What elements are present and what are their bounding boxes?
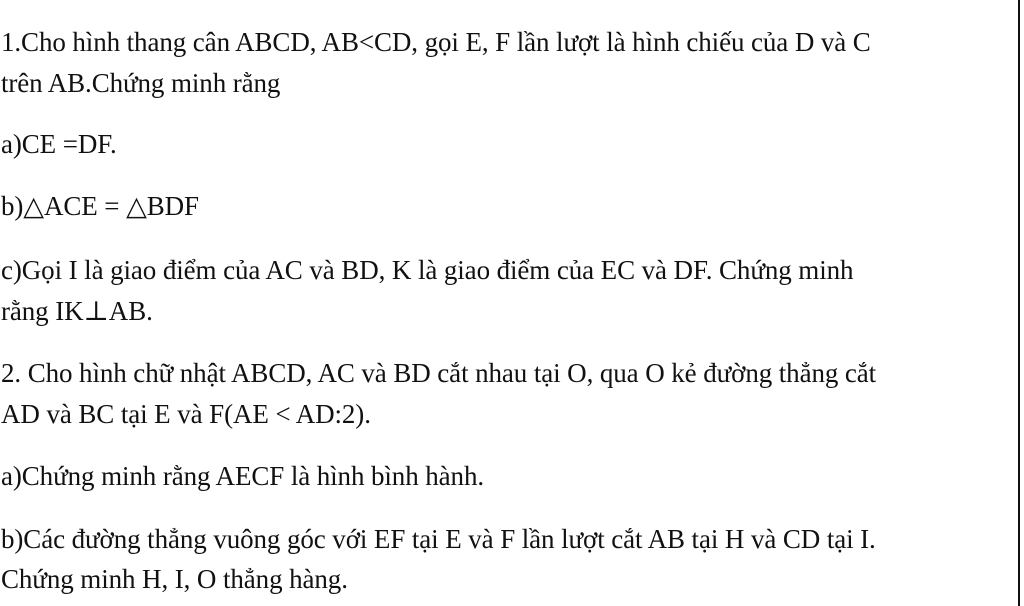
problem-2-statement-line-2: AD và BC tại E và F(AE < AD:2). xyxy=(1,399,371,429)
problem-2-part-b-line-2: Chứng minh H, I, O thẳng hàng. xyxy=(1,564,348,594)
problem-2-part-a: a)Chứng minh rằng AECF là hình bình hành. xyxy=(1,461,484,491)
problem-1-statement-line-2: trên AB.Chứng minh rằng xyxy=(1,68,281,98)
problem-1-part-a: a)CE =DF. xyxy=(1,129,117,159)
problem-1-part-c-line-2: rằng IK⊥AB. xyxy=(1,296,153,326)
problem-1-part-c-line-1: c)Gọi I là giao điểm của AC và BD, K là giao điểm của EC và DF. Chứng minh xyxy=(1,255,854,285)
problem-2-statement-line-1: 2. Cho hình chữ nhật ABCD, AC và BD cắt nhau tại O, qua O kẻ đường thẳng cắt xyxy=(1,358,877,388)
problem-1-part-b: b)△ACE = △BDF xyxy=(1,191,199,221)
problem-1-statement-line-1: 1.Cho hình thang cân ABCD, AB<CD, gọi E, F lần lượt là hình chiếu của D và C xyxy=(1,27,871,57)
problem-2-part-b-line-1: b)Các đường thẳng vuông góc với EF tại E và F lần lượt cắt AB tại H và CD tại I. xyxy=(1,524,876,554)
